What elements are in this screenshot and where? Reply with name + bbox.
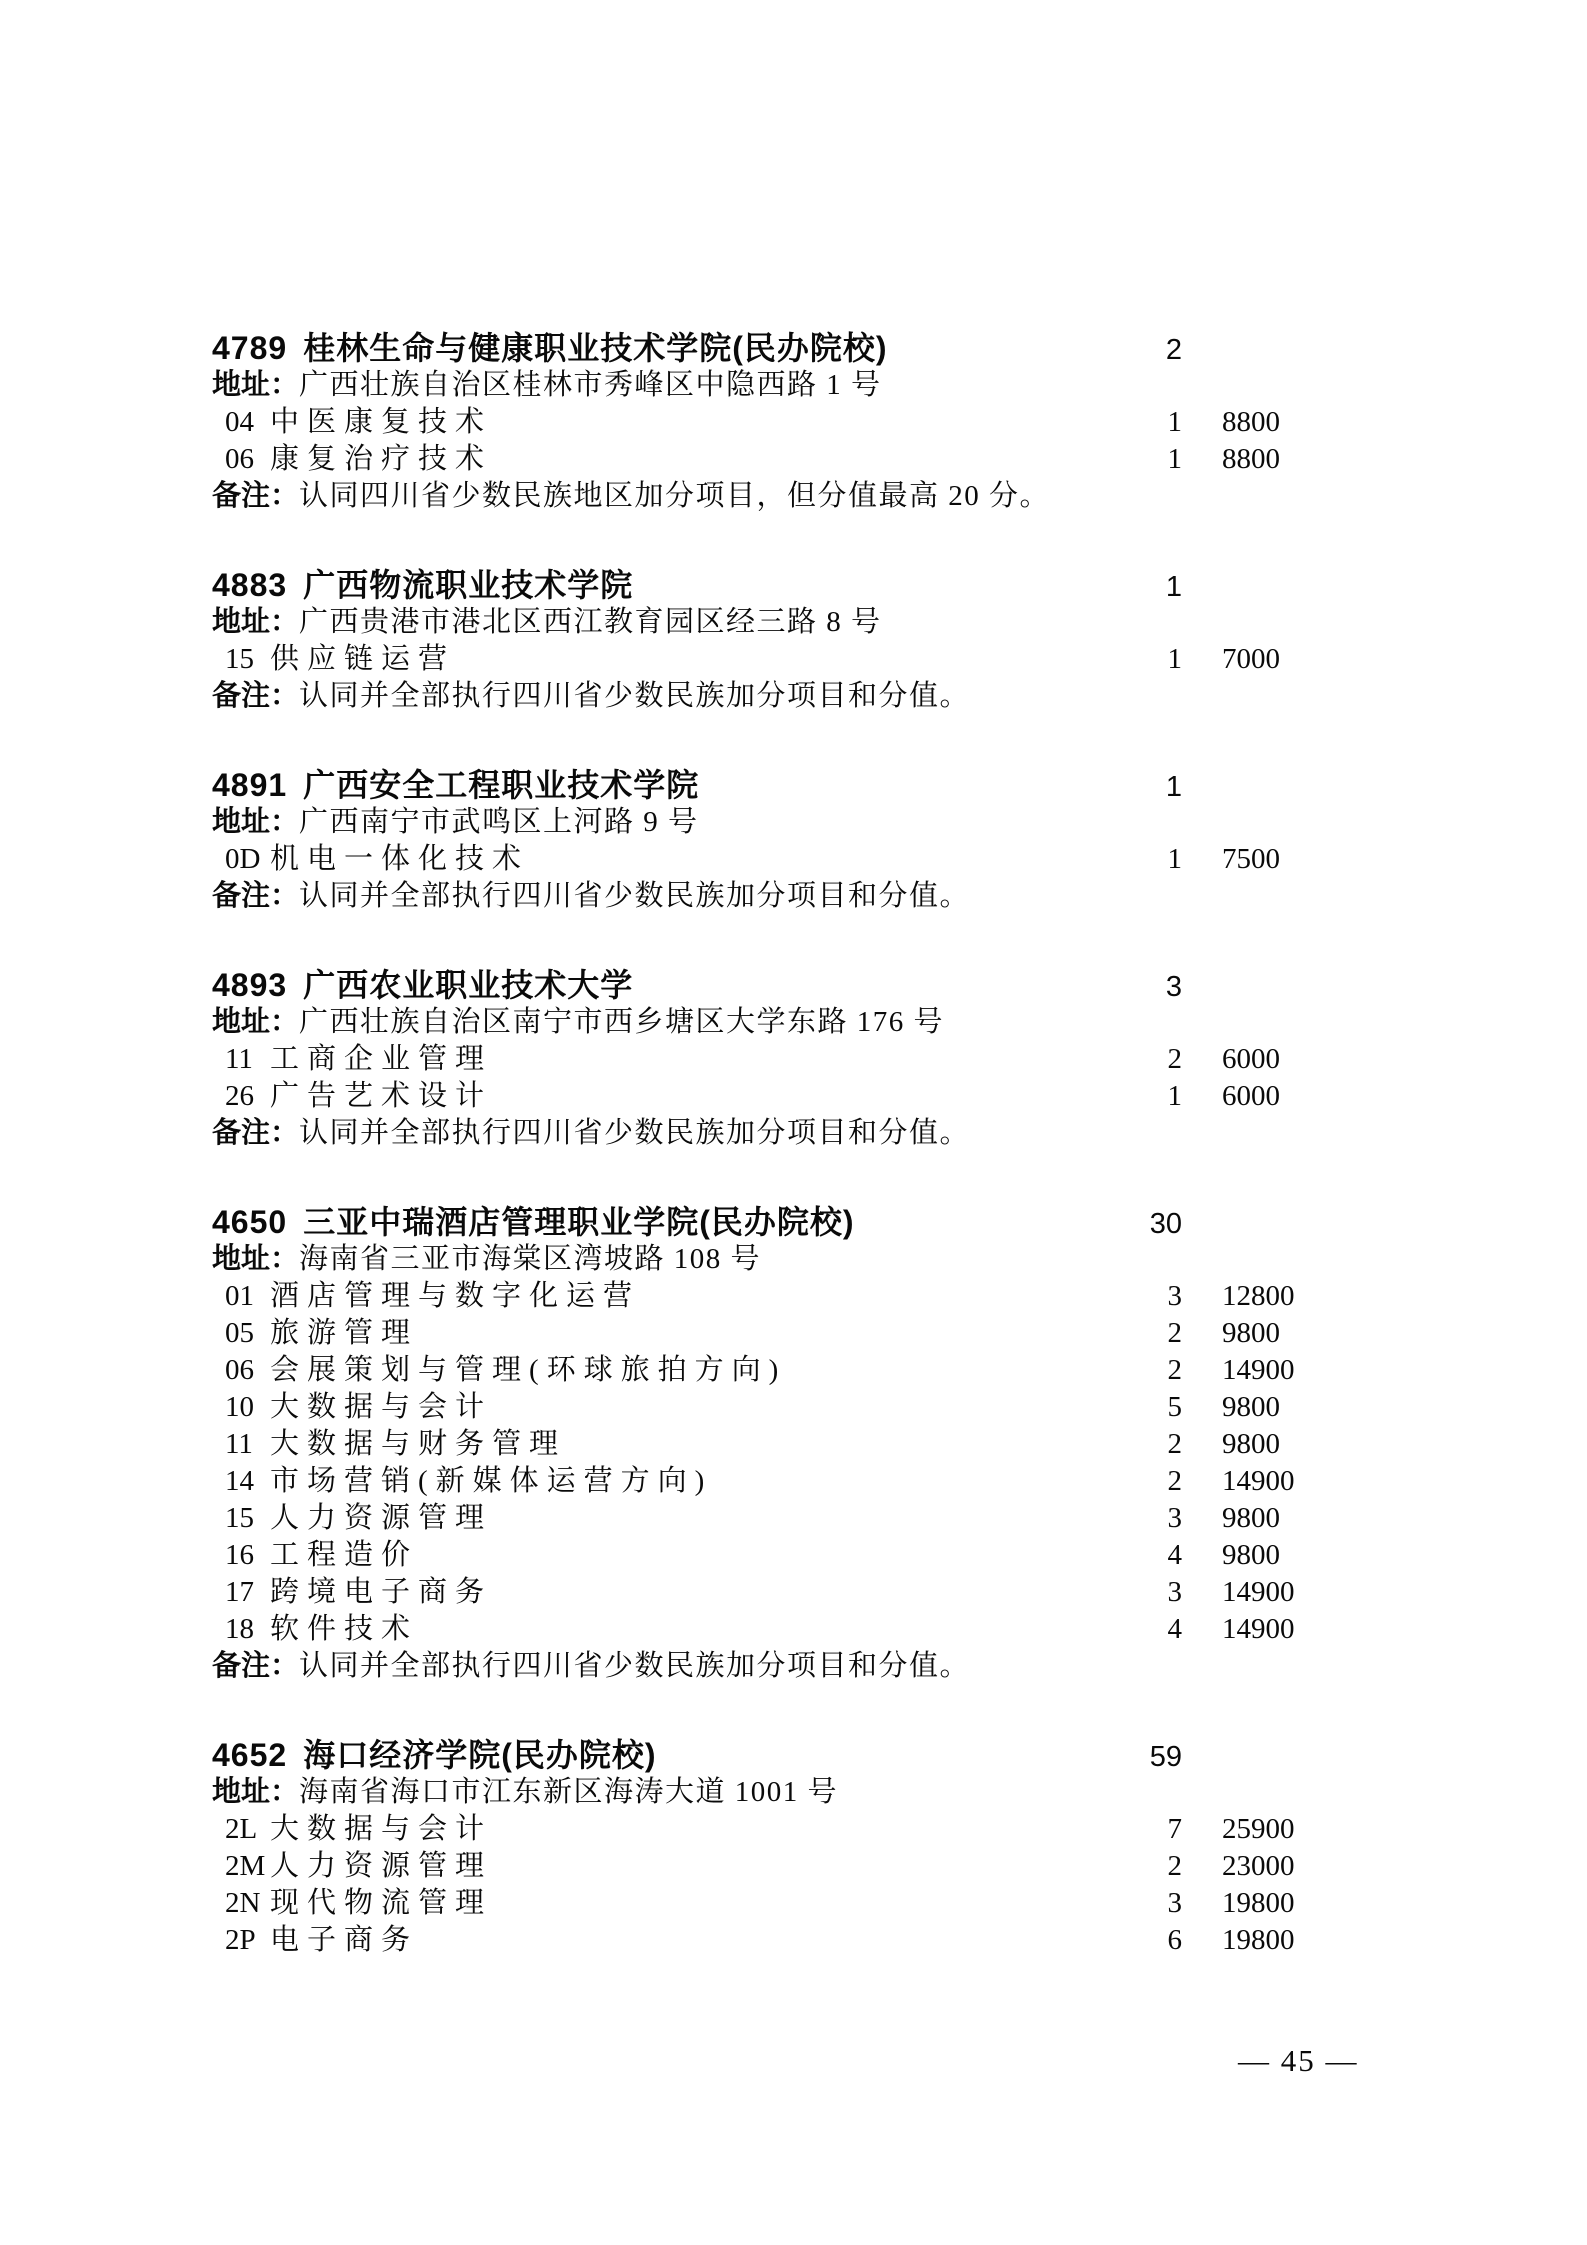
- remark-text: 认同并全部执行四川省少数民族加分项目和分值。: [299, 680, 971, 712]
- college-title-row: [212, 1204, 1306, 1241]
- major-code: 17: [225, 1576, 254, 1608]
- major-code: 10: [225, 1391, 254, 1423]
- major-fee: 14900: [1222, 1465, 1295, 1497]
- major-row: [212, 441, 1306, 478]
- major-count: 1: [1167, 843, 1182, 875]
- address-label: 地址：: [212, 806, 300, 838]
- college-name: 桂林生命与健康职业技术学院(民办院校): [303, 330, 888, 366]
- major-count: 7: [1167, 1813, 1182, 1845]
- address-text: 广西贵港市港北区西江教育园区经三路 8 号: [299, 606, 882, 638]
- major-fee: 9800: [1222, 1502, 1280, 1534]
- major-row: [212, 1811, 1306, 1848]
- college-name: 广西农业职业技术大学: [303, 967, 634, 1003]
- address-label: 地址：: [212, 1006, 300, 1038]
- major-name: 中医康复技术: [270, 406, 493, 438]
- major-fee: 9800: [1222, 1317, 1280, 1349]
- major-name: 软件技术: [270, 1613, 419, 1645]
- major-row: [212, 1041, 1306, 1078]
- major-fee: 8800: [1222, 406, 1280, 438]
- major-code: 04: [225, 406, 254, 438]
- address-row: [212, 804, 1306, 841]
- major-code: 0D: [225, 843, 261, 875]
- college-name: 广西物流职业技术学院: [303, 567, 634, 603]
- major-name: 大数据与财务管理: [270, 1428, 567, 1460]
- major-name: 旅游管理: [270, 1317, 419, 1349]
- college-total-count: 3: [1165, 971, 1182, 1003]
- major-code: 15: [225, 1502, 254, 1534]
- major-count: 3: [1167, 1887, 1182, 1919]
- major-code: 2P: [225, 1924, 256, 1956]
- college-list: [212, 330, 1306, 2011]
- major-fee: 19800: [1222, 1924, 1295, 1956]
- major-code: 11: [225, 1428, 253, 1460]
- major-row: [212, 1426, 1306, 1463]
- major-code: 2L: [225, 1813, 258, 1845]
- major-fee: 14900: [1222, 1576, 1295, 1608]
- college-title: [212, 1204, 1122, 1241]
- major-fee: 23000: [1222, 1850, 1295, 1882]
- major-fee: 14900: [1222, 1354, 1295, 1386]
- college-total-count: 30: [1149, 1208, 1182, 1240]
- remark-text: 认同四川省少数民族地区加分项目，但分值最高 20 分。: [299, 480, 1051, 512]
- major-code: 15: [225, 643, 254, 675]
- major-count: 3: [1167, 1280, 1182, 1312]
- remark-text: 认同并全部执行四川省少数民族加分项目和分值。: [299, 1650, 971, 1682]
- major-fee: 7000: [1222, 643, 1280, 675]
- major-count: 1: [1167, 643, 1182, 675]
- major-count: 6: [1167, 1924, 1182, 1956]
- address-row: [212, 1004, 1306, 1041]
- college-block: [212, 567, 1306, 715]
- major-fee: 6000: [1222, 1043, 1280, 1075]
- major-code: 2N: [225, 1887, 261, 1919]
- major-row: [212, 1885, 1306, 1922]
- remark-row: [212, 678, 1306, 715]
- major-fee: 14900: [1222, 1613, 1295, 1645]
- major-name: 人力资源管理: [270, 1850, 493, 1882]
- major-count: 4: [1167, 1613, 1182, 1645]
- major-count: 1: [1167, 406, 1182, 438]
- college-total-count: 2: [1165, 334, 1182, 366]
- major-count: 1: [1167, 1080, 1182, 1112]
- major-code: 2M: [225, 1850, 266, 1882]
- college-title-row: [212, 967, 1306, 1004]
- address-text: 广西壮族自治区桂林市秀峰区中隐西路 1 号: [299, 369, 882, 401]
- major-name: 会展策划与管理(环球旅拍方向): [270, 1354, 787, 1386]
- remark-row: [212, 1115, 1306, 1152]
- college-block: [212, 1204, 1306, 1685]
- college-code: 4883: [212, 567, 288, 603]
- college-code: 4789: [212, 330, 288, 366]
- remark-text: 认同并全部执行四川省少数民族加分项目和分值。: [299, 880, 971, 912]
- college-title: [212, 330, 1122, 367]
- major-row: [212, 1500, 1306, 1537]
- major-count: 4: [1167, 1539, 1182, 1571]
- remark-label: 备注：: [212, 1117, 300, 1149]
- major-row: [212, 1922, 1306, 1959]
- major-name: 跨境电子商务: [270, 1576, 493, 1608]
- major-code: 11: [225, 1043, 253, 1075]
- remark-label: 备注：: [212, 880, 300, 912]
- major-row: [212, 1352, 1306, 1389]
- remark-row: [212, 878, 1306, 915]
- college-name: 海口经济学院(民办院校): [303, 1737, 657, 1773]
- address-text: 海南省海口市江东新区海涛大道 1001 号: [299, 1776, 839, 1808]
- college-block: [212, 767, 1306, 915]
- major-count: 5: [1167, 1391, 1182, 1423]
- address-label: 地址：: [212, 369, 300, 401]
- major-count: 2: [1167, 1850, 1182, 1882]
- address-label: 地址：: [212, 1776, 300, 1808]
- major-count: 2: [1167, 1317, 1182, 1349]
- college-name: 三亚中瑞酒店管理职业学院(民办院校): [303, 1204, 855, 1240]
- major-count: 1: [1167, 443, 1182, 475]
- major-name: 康复治疗技术: [270, 443, 493, 475]
- address-label: 地址：: [212, 1243, 300, 1275]
- major-name: 工商企业管理: [270, 1043, 493, 1075]
- major-fee: 25900: [1222, 1813, 1295, 1845]
- major-row: [212, 1389, 1306, 1426]
- address-row: [212, 367, 1306, 404]
- major-row: [212, 841, 1306, 878]
- college-title: [212, 767, 1122, 804]
- major-count: 2: [1167, 1428, 1182, 1460]
- address-row: [212, 1774, 1306, 1811]
- major-name: 工程造价: [270, 1539, 419, 1571]
- major-count: 2: [1167, 1354, 1182, 1386]
- major-name: 电子商务: [270, 1924, 419, 1956]
- major-row: [212, 404, 1306, 441]
- major-row: [212, 1315, 1306, 1352]
- college-title-row: [212, 767, 1306, 804]
- college-total-count: 1: [1165, 571, 1182, 603]
- major-row: [212, 1574, 1306, 1611]
- address-text: 广西壮族自治区南宁市西乡塘区大学东路 176 号: [299, 1006, 945, 1038]
- major-code: 06: [225, 1354, 254, 1386]
- college-title-row: [212, 330, 1306, 367]
- major-count: 2: [1167, 1465, 1182, 1497]
- major-fee: 9800: [1222, 1428, 1280, 1460]
- page-number: — 45 —: [1238, 2043, 1359, 2078]
- major-code: 18: [225, 1613, 254, 1645]
- major-count: 3: [1167, 1502, 1182, 1534]
- college-title: [212, 967, 1122, 1004]
- college-total-count: 1: [1165, 771, 1182, 803]
- major-count: 3: [1167, 1576, 1182, 1608]
- major-code: 01: [225, 1280, 254, 1312]
- address-row: [212, 1241, 1306, 1278]
- address-text: 海南省三亚市海棠区湾坡路 108 号: [299, 1243, 762, 1275]
- college-title: [212, 567, 1122, 604]
- major-row: [212, 1537, 1306, 1574]
- address-label: 地址：: [212, 606, 300, 638]
- major-name: 大数据与会计: [270, 1813, 493, 1845]
- remark-row: [212, 1648, 1306, 1685]
- college-code: 4891: [212, 767, 288, 803]
- college-name: 广西安全工程职业技术学院: [303, 767, 700, 803]
- major-fee: 9800: [1222, 1539, 1280, 1571]
- major-code: 14: [225, 1465, 254, 1497]
- college-total-count: 59: [1149, 1741, 1182, 1773]
- remark-label: 备注：: [212, 680, 300, 712]
- major-name: 现代物流管理: [270, 1887, 493, 1919]
- college-block: [212, 967, 1306, 1152]
- major-name: 大数据与会计: [270, 1391, 493, 1423]
- major-row: [212, 1278, 1306, 1315]
- major-code: 05: [225, 1317, 254, 1349]
- major-code: 26: [225, 1080, 254, 1112]
- remark-text: 认同并全部执行四川省少数民族加分项目和分值。: [299, 1117, 971, 1149]
- address-row: [212, 604, 1306, 641]
- college-code: 4652: [212, 1737, 288, 1773]
- major-name: 供应链运营: [270, 643, 456, 675]
- major-fee: 6000: [1222, 1080, 1280, 1112]
- college-block: [212, 1737, 1306, 1959]
- major-code: 06: [225, 443, 254, 475]
- major-row: [212, 1078, 1306, 1115]
- major-name: 广告艺术设计: [270, 1080, 493, 1112]
- college-title-row: [212, 567, 1306, 604]
- remark-label: 备注：: [212, 1650, 300, 1682]
- major-row: [212, 1611, 1306, 1648]
- major-name: 人力资源管理: [270, 1502, 493, 1534]
- major-name: 机电一体化技术: [270, 843, 530, 875]
- major-fee: 19800: [1222, 1887, 1295, 1919]
- remark-row: [212, 478, 1306, 515]
- address-text: 广西南宁市武鸣区上河路 9 号: [299, 806, 699, 838]
- major-name: 酒店管理与数字化运营: [270, 1280, 641, 1312]
- college-block: [212, 330, 1306, 515]
- major-count: 2: [1167, 1043, 1182, 1075]
- major-code: 16: [225, 1539, 254, 1571]
- remark-label: 备注：: [212, 480, 300, 512]
- major-fee: 8800: [1222, 443, 1280, 475]
- major-name: 市场营销(新媒体运营方向): [270, 1465, 713, 1497]
- major-fee: 7500: [1222, 843, 1280, 875]
- college-code: 4650: [212, 1204, 288, 1240]
- college-title: [212, 1737, 1122, 1774]
- major-row: [212, 641, 1306, 678]
- college-code: 4893: [212, 967, 288, 1003]
- major-row: [212, 1463, 1306, 1500]
- major-fee: 12800: [1222, 1280, 1295, 1312]
- major-fee: 9800: [1222, 1391, 1280, 1423]
- college-title-row: [212, 1737, 1306, 1774]
- major-row: [212, 1848, 1306, 1885]
